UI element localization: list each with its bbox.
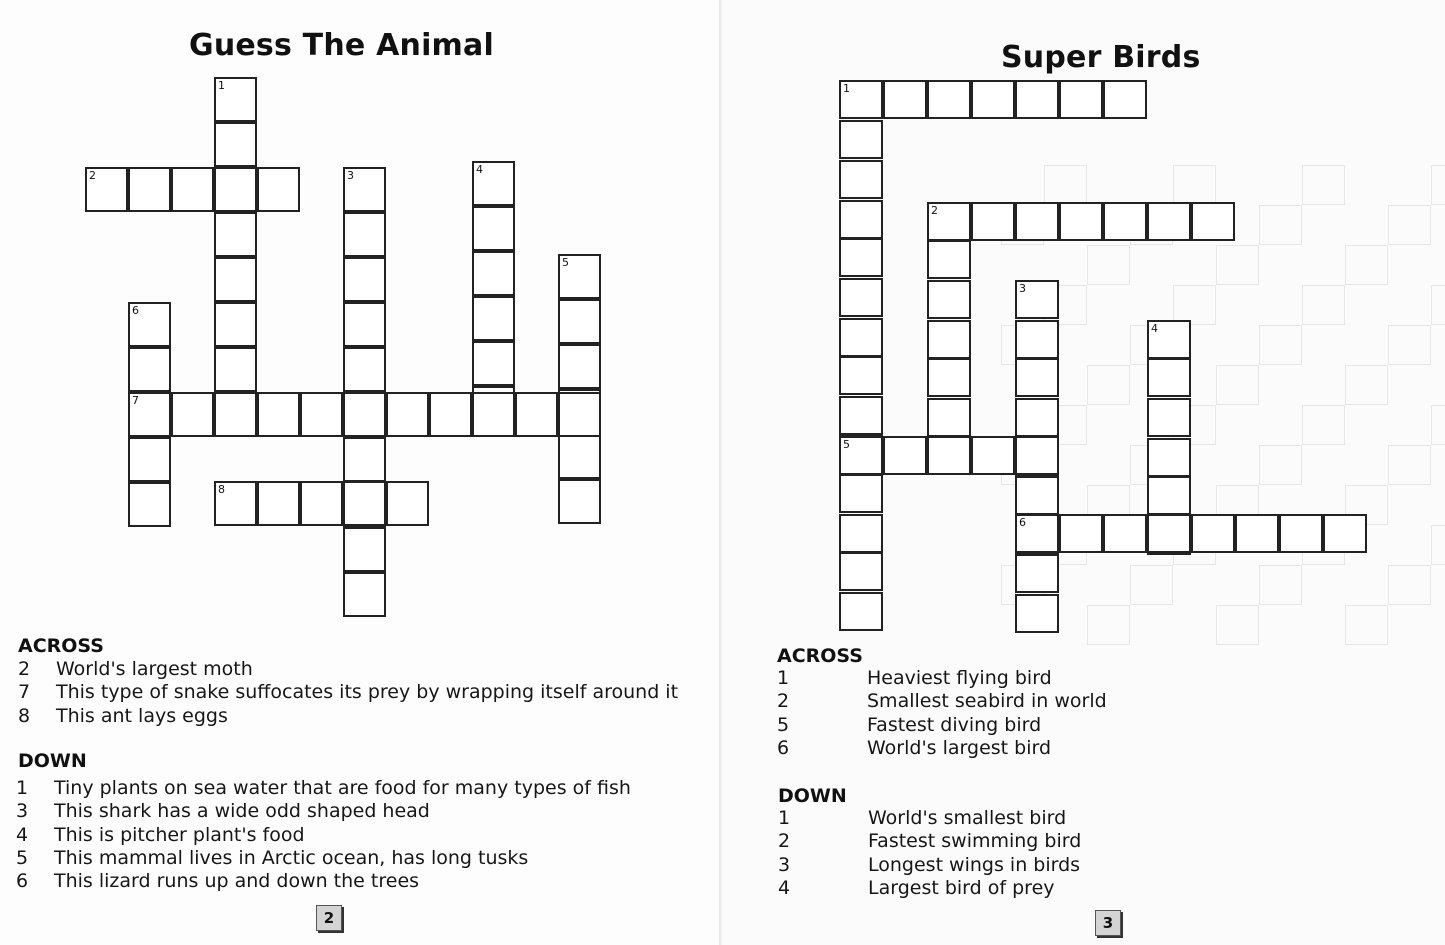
left-across-clue xyxy=(18,704,228,728)
left-down-clue xyxy=(16,870,420,893)
right-across-clue-number: 1 xyxy=(777,667,790,689)
birds-grid-cell[interactable] xyxy=(927,358,971,397)
right-down-clue-number: 2 xyxy=(778,830,791,853)
birds-grid-cell[interactable] xyxy=(1059,80,1103,119)
right-across-clue-text: Heaviest flying bird xyxy=(867,667,1052,689)
birds-grid-cell[interactable] xyxy=(1103,514,1147,553)
left-across-clue xyxy=(18,658,253,681)
birds-grid-cell[interactable] xyxy=(1059,202,1103,241)
birds-grid-cell[interactable] xyxy=(1015,554,1059,593)
bleed-through-cell xyxy=(1345,245,1388,285)
birds-grid-cell[interactable] xyxy=(927,202,971,241)
animal-grid-cell[interactable] xyxy=(343,437,386,482)
left-down-clue-text: This mammal lives in Arctic ocean, has long tusks xyxy=(54,846,529,869)
birds-grid-cell[interactable] xyxy=(839,200,883,239)
birds-grid-cell-number: 2 xyxy=(931,204,938,217)
right-across-clue-text: World's largest bird xyxy=(867,736,1052,759)
bleed-through-cell xyxy=(1087,605,1130,645)
animal-grid-cell-number: 3 xyxy=(347,169,354,182)
birds-grid-cell[interactable] xyxy=(1015,514,1059,553)
bleed-through-cell xyxy=(1259,205,1302,245)
birds-grid-cell[interactable] xyxy=(927,398,971,437)
animal-grid-cell[interactable] xyxy=(558,479,601,524)
animal-grid-cell[interactable] xyxy=(429,392,472,437)
left-down-clue-text: Tiny plants on sea water that are food for many types of fish xyxy=(54,777,631,799)
animal-grid-cell[interactable] xyxy=(343,212,386,257)
birds-grid-cell[interactable] xyxy=(1191,202,1235,241)
animal-grid-cell[interactable] xyxy=(300,392,343,437)
birds-grid-cell-number: 5 xyxy=(843,438,850,451)
right-across-clue xyxy=(777,736,1052,760)
birds-grid-cell-number: 4 xyxy=(1151,322,1158,335)
birds-grid-cell[interactable] xyxy=(1235,514,1279,553)
left-across-clue-number: 7 xyxy=(18,681,31,704)
birds-grid-cell[interactable] xyxy=(883,80,927,119)
left-page-title: Guess The Animal xyxy=(189,28,494,63)
animal-grid-cell[interactable] xyxy=(472,296,515,341)
animal-grid-cell[interactable] xyxy=(214,302,257,347)
right-across-clue-number: 2 xyxy=(777,690,790,713)
animal-grid-cell[interactable] xyxy=(214,77,257,122)
left-page-number: 2 xyxy=(316,905,342,931)
animal-grid-cell[interactable] xyxy=(343,392,386,437)
birds-grid-cell[interactable] xyxy=(1191,514,1235,553)
birds-grid-cell[interactable] xyxy=(839,514,883,553)
animal-grid-cell[interactable] xyxy=(214,347,257,392)
birds-grid-cell[interactable] xyxy=(1015,280,1059,319)
birds-grid-cell[interactable] xyxy=(971,80,1015,119)
birds-grid-cell[interactable] xyxy=(927,80,971,119)
animal-grid-cell[interactable] xyxy=(558,434,601,479)
left-across-clue-text: This type of snake suffocates its prey by wrapping itself around it xyxy=(56,681,679,704)
right-across-clue-number: 6 xyxy=(777,736,790,759)
right-down-clue-number: 1 xyxy=(778,807,791,829)
animal-grid-cell[interactable] xyxy=(472,251,515,296)
animal-grid-cell[interactable] xyxy=(128,347,171,392)
animal-grid-cell[interactable] xyxy=(128,302,171,347)
animal-grid-cell[interactable] xyxy=(128,167,171,212)
animal-grid-cell[interactable] xyxy=(214,481,257,526)
birds-grid-cell[interactable] xyxy=(883,436,927,475)
bleed-through-cell xyxy=(1216,605,1259,645)
bleed-through-cell xyxy=(1388,565,1431,605)
birds-grid-cell[interactable] xyxy=(1015,436,1059,475)
animal-grid-cell[interactable] xyxy=(214,122,257,167)
animal-grid-cell-number: 8 xyxy=(218,483,225,496)
left-down-clues xyxy=(16,777,631,893)
birds-grid-cell[interactable] xyxy=(839,552,883,591)
bleed-through-cell xyxy=(1302,405,1345,445)
bleed-through-cell xyxy=(1259,565,1302,605)
birds-grid-cell[interactable] xyxy=(1147,514,1191,553)
birds-grid-cell[interactable] xyxy=(1015,320,1059,359)
animal-grid-cell[interactable] xyxy=(343,302,386,347)
right-down-clue-number: 4 xyxy=(778,876,791,899)
birds-grid-cell[interactable] xyxy=(1015,80,1059,119)
birds-grid-cell[interactable] xyxy=(1059,514,1103,553)
left-across-clues xyxy=(18,658,679,728)
right-down-clue-text: Longest wings in birds xyxy=(868,853,1081,876)
right-down-clue xyxy=(778,876,1055,900)
right-page-number: 3 xyxy=(1095,910,1121,936)
bleed-through-cell xyxy=(1345,365,1388,405)
left-page xyxy=(0,0,720,945)
animal-grid-cell-number: 7 xyxy=(132,394,139,407)
bleed-through-cell xyxy=(1302,165,1345,205)
bleed-through-cell xyxy=(1259,445,1302,485)
left-down-clue-number: 3 xyxy=(16,800,29,823)
left-down-clue-number: 6 xyxy=(16,870,29,893)
birds-grid-cell[interactable] xyxy=(1015,202,1059,241)
right-across-clue xyxy=(777,713,1042,737)
birds-grid-cell[interactable] xyxy=(1103,202,1147,241)
animal-grid-cell[interactable] xyxy=(214,212,257,257)
animal-grid-cell[interactable] xyxy=(300,481,343,526)
bleed-through-cell xyxy=(1431,405,1445,445)
animal-grid-cell[interactable] xyxy=(214,392,257,437)
right-page xyxy=(722,0,1445,945)
left-down-clue-number: 5 xyxy=(16,846,29,869)
bleed-through-cell xyxy=(1431,285,1445,325)
right-down-heading: DOWN xyxy=(778,785,847,807)
animal-grid-cell[interactable] xyxy=(472,206,515,251)
bleed-through-cell xyxy=(1431,165,1445,205)
left-down-clue-number: 4 xyxy=(16,823,29,846)
left-down-clue xyxy=(16,800,430,823)
right-down-clue xyxy=(778,853,1081,877)
bleed-through-cell xyxy=(1044,165,1087,205)
left-across-clue-text: World's largest moth xyxy=(56,658,253,680)
bleed-through-cell xyxy=(1388,325,1431,365)
birds-grid-cell[interactable] xyxy=(839,238,883,277)
animal-grid-cell[interactable] xyxy=(343,572,386,617)
animal-grid-cell[interactable] xyxy=(257,481,300,526)
animal-grid-cell[interactable] xyxy=(515,392,558,437)
animal-grid-cell-number: 4 xyxy=(476,163,483,176)
right-down-clues xyxy=(778,807,1082,900)
bleed-through-cell xyxy=(1087,365,1130,405)
animal-grid-cell[interactable] xyxy=(214,167,257,212)
right-down-clue xyxy=(778,830,1082,853)
right-across-clue xyxy=(777,667,1052,690)
animal-grid-cell[interactable] xyxy=(343,527,386,572)
animal-grid-cell[interactable] xyxy=(128,437,171,482)
animal-grid-cell[interactable] xyxy=(558,392,601,437)
birds-grid-cell[interactable] xyxy=(1147,202,1191,241)
bleed-through-cell xyxy=(1173,285,1216,325)
birds-grid-cell[interactable] xyxy=(1147,398,1191,437)
right-down-clue xyxy=(778,807,1067,830)
bleed-through-cell xyxy=(1216,245,1259,285)
birds-grid-cell[interactable] xyxy=(839,160,883,199)
bleed-through-cell xyxy=(1087,245,1130,285)
birds-grid-cell[interactable] xyxy=(1323,514,1367,553)
animal-grid-cell[interactable] xyxy=(214,257,257,302)
animal-grid-cell-number: 2 xyxy=(89,169,96,182)
animal-grid-cell[interactable] xyxy=(558,254,601,299)
birds-grid-cell[interactable] xyxy=(1015,594,1059,633)
animal-grid-cell[interactable] xyxy=(472,161,515,206)
birds-grid-cell[interactable] xyxy=(839,436,883,475)
birds-grid-cell[interactable] xyxy=(839,80,883,119)
birds-grid-cell[interactable] xyxy=(1147,438,1191,477)
birds-grid-cell-number: 3 xyxy=(1019,282,1026,295)
bleed-through-cell xyxy=(1388,445,1431,485)
animal-grid-cell[interactable] xyxy=(257,167,300,212)
right-page-title: Super Birds xyxy=(1001,40,1201,75)
left-down-clue-text: This shark has a wide odd shaped head xyxy=(54,800,430,823)
left-across-clue-number: 8 xyxy=(18,704,31,727)
bleed-through-cell xyxy=(1173,165,1216,205)
right-down-clue-text: Largest bird of prey xyxy=(868,876,1055,899)
birds-grid-cell[interactable] xyxy=(839,318,883,357)
animal-grid-cell[interactable] xyxy=(472,341,515,386)
animal-grid-cell[interactable] xyxy=(558,299,601,344)
animal-grid-cell[interactable] xyxy=(171,392,214,437)
animal-grid-cell[interactable] xyxy=(386,481,429,526)
animal-grid-cell[interactable] xyxy=(343,481,386,526)
right-down-clue-text: Fastest swimming bird xyxy=(868,830,1082,853)
bleed-through-cell xyxy=(1259,325,1302,365)
birds-grid-cell[interactable] xyxy=(839,474,883,513)
right-across-clue xyxy=(777,690,1107,713)
birds-grid-cell[interactable] xyxy=(927,320,971,359)
animal-grid-cell-number: 1 xyxy=(218,79,225,92)
left-down-clue xyxy=(16,846,529,870)
right-down-clue-number: 3 xyxy=(778,853,791,876)
birds-grid-cell[interactable] xyxy=(1147,320,1191,359)
left-across-clue-text: This ant lays eggs xyxy=(56,704,228,727)
bleed-through-cell xyxy=(1130,565,1173,605)
animal-grid-cell[interactable] xyxy=(171,167,214,212)
left-down-clue-text: This lizard runs up and down the trees xyxy=(54,870,420,893)
animal-grid-cell[interactable] xyxy=(558,344,601,389)
birds-grid-cell[interactable] xyxy=(927,436,971,475)
birds-grid-cell[interactable] xyxy=(1015,476,1059,515)
left-across-clue-number: 2 xyxy=(18,658,31,680)
birds-grid-cell-number: 1 xyxy=(843,82,850,95)
birds-grid-cell[interactable] xyxy=(1015,398,1059,437)
birds-grid-cell[interactable] xyxy=(839,592,883,631)
birds-grid-cell[interactable] xyxy=(839,356,883,395)
animal-grid-cell[interactable] xyxy=(472,392,515,437)
left-across-clue xyxy=(18,681,679,704)
birds-grid-cell[interactable] xyxy=(839,396,883,435)
bleed-through-cell xyxy=(1302,285,1345,325)
left-down-clue-number: 1 xyxy=(16,777,29,799)
right-across-clues xyxy=(777,667,1107,760)
right-down-clue-text: World's smallest bird xyxy=(868,807,1067,829)
animal-grid-cell[interactable] xyxy=(257,392,300,437)
animal-grid-cell[interactable] xyxy=(386,392,429,437)
bleed-through-cell xyxy=(1216,365,1259,405)
right-across-clue-number: 5 xyxy=(777,713,790,736)
birds-grid-cell[interactable] xyxy=(1147,358,1191,397)
bleed-through-cell xyxy=(1345,605,1388,645)
animal-grid-cell[interactable] xyxy=(128,482,171,527)
birds-grid-cell[interactable] xyxy=(971,202,1015,241)
birds-grid-cell[interactable] xyxy=(927,240,971,279)
animal-grid-cell-number: 5 xyxy=(562,256,569,269)
bleed-through-cell xyxy=(1388,205,1431,245)
left-across-heading: ACROSS xyxy=(18,635,104,657)
animal-grid-cell[interactable] xyxy=(85,167,128,212)
birds-grid-cell[interactable] xyxy=(839,120,883,159)
left-down-heading: DOWN xyxy=(18,750,87,772)
birds-grid-cell[interactable] xyxy=(1147,476,1191,515)
birds-grid-cell[interactable] xyxy=(927,280,971,319)
birds-grid-cell[interactable] xyxy=(1015,358,1059,397)
animal-grid-cell[interactable] xyxy=(343,347,386,392)
birds-grid-cell[interactable] xyxy=(971,436,1015,475)
left-down-clue-text: This is pitcher plant's food xyxy=(54,823,305,846)
animal-grid-cell-number: 6 xyxy=(132,304,139,317)
birds-grid-cell[interactable] xyxy=(1103,80,1147,119)
right-across-heading: ACROSS xyxy=(777,645,863,667)
birds-grid-cell[interactable] xyxy=(1279,514,1323,553)
left-down-clue xyxy=(16,777,631,800)
bleed-through-cell xyxy=(1431,525,1445,565)
animal-grid-cell[interactable] xyxy=(343,167,386,212)
animal-grid-cell[interactable] xyxy=(343,257,386,302)
birds-grid-cell-number: 6 xyxy=(1019,516,1026,529)
right-across-clue-text: Smallest seabird in world xyxy=(867,690,1107,713)
animal-grid-cell[interactable] xyxy=(128,392,171,437)
right-across-clue-text: Fastest diving bird xyxy=(867,713,1042,736)
left-down-clue xyxy=(16,823,305,847)
birds-grid-cell[interactable] xyxy=(839,278,883,317)
